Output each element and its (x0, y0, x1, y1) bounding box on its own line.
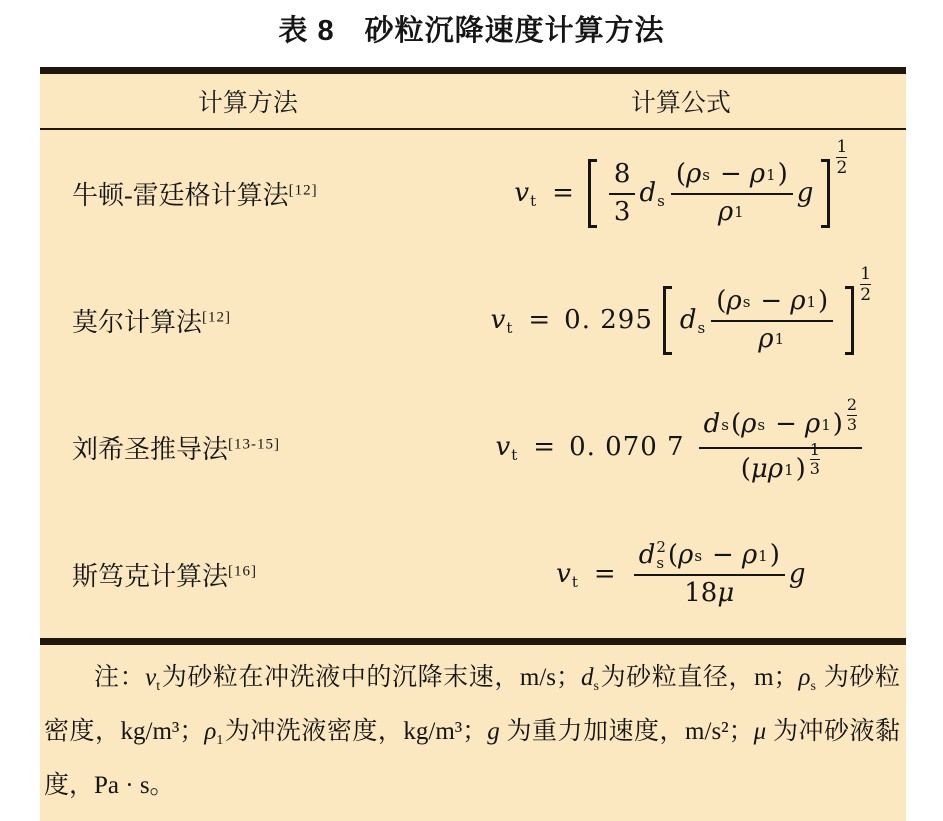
citation-ref: [16] (228, 563, 258, 580)
citation-ref: [13-15] (228, 436, 281, 453)
note-segment: 为砂粒在冲洗液中的沉降末速，m/s； (161, 664, 582, 691)
formula-stokes (556, 539, 805, 610)
table-body (40, 130, 906, 638)
numerator: ( ρ s − ρ 1 ) (675, 158, 788, 189)
method-cell-stokes (40, 556, 456, 593)
bracketed-expression (588, 156, 831, 232)
variable-ds: $d_s$ (639, 177, 665, 210)
table-row (40, 384, 906, 511)
denominator: 18 μ (684, 578, 735, 609)
fraction-bar (671, 193, 793, 195)
note-segment: 为冲砂液黏度，Pa · s。 (44, 718, 900, 799)
top-rule (40, 67, 906, 74)
note-segment: 为冲洗液密度，kg/m³； (224, 718, 488, 745)
table-row (40, 257, 906, 384)
fraction-density-ratio (671, 159, 793, 229)
exponent-one-third: 1 3 (809, 439, 820, 479)
formula-liu-xisheng (495, 394, 867, 489)
formula-cell (456, 136, 906, 232)
variable-vt: $v_t$ (495, 431, 518, 464)
note-segment: 为砂粒密度，kg/m³； (44, 664, 900, 745)
numerator: ( ρ s − ρ 1 ) (716, 285, 829, 316)
bracketed-expression (663, 283, 854, 359)
table-footnote (40, 645, 906, 821)
left-bracket (663, 286, 672, 356)
method-name: 刘希圣推导法 (72, 435, 229, 464)
header-formula-column: 计算公式 (630, 90, 731, 117)
fraction-bar (609, 193, 636, 195)
note-segment: 为重力加速度，m/s²； (499, 718, 754, 745)
exponent-one-half: 1 2 (836, 136, 848, 179)
main-fraction (699, 394, 863, 489)
right-bracket (821, 159, 830, 229)
variable-vt: $v_t$ (556, 558, 578, 591)
method-cell-newton-rittinger (40, 175, 456, 212)
exponent-one-half: 1 2 (860, 263, 872, 306)
method-name: 斯笃克计算法 (72, 562, 229, 591)
method-name: 牛顿-雷廷格计算法 (72, 181, 289, 210)
method-cell-liu-xisheng (40, 429, 456, 466)
equals-sign: = (552, 177, 574, 208)
method-cell-moore (40, 302, 456, 339)
formula-newton-rittinger (514, 136, 848, 232)
fraction-bar (711, 320, 833, 322)
variable-ds: $d_s$ (679, 304, 706, 337)
citation-ref: [12] (202, 309, 232, 326)
variable-vt: $v_t$ (514, 177, 537, 210)
numerator: d 2 s ( ρ s − ρ 1 ) (638, 537, 780, 572)
numerator: d s ( ρ s − ρ 1 ) 2 3 (703, 394, 858, 440)
coefficient: 0. 295 (564, 304, 653, 335)
method-name: 莫尔计算法 (72, 308, 203, 337)
note-segment: 为砂粒直径，m； (600, 664, 799, 691)
equals-sign: = (528, 304, 551, 335)
fraction-bar (699, 447, 863, 449)
table-row (40, 130, 906, 257)
equals-sign: = (593, 558, 616, 589)
note-label: 注： (94, 664, 146, 691)
formula-moore (490, 263, 872, 359)
denominator: ( μ ρ 1 ) 1 3 (740, 439, 820, 484)
squared-sub-s: 2 s (656, 537, 666, 572)
table-caption: 表 8 砂粒沉降速度计算方法 (278, 15, 665, 47)
equals-sign: = (533, 431, 556, 462)
variable-g: g (796, 177, 814, 208)
formula-cell (456, 394, 906, 489)
fraction-density-ratio (711, 286, 833, 356)
table-8 (40, 67, 906, 821)
exponent-two-thirds: 2 3 (846, 394, 858, 434)
citation-ref: [12] (288, 182, 318, 199)
denominator: ρ 1 (717, 196, 744, 227)
formula-cell (456, 263, 906, 359)
denominator: ρ 1 (758, 323, 785, 354)
fraction-8-3: $\frac{8}{3}$ (609, 159, 636, 229)
fraction-bar (634, 574, 785, 576)
table-row (40, 511, 906, 638)
variable-vt: $v_t$ (490, 304, 513, 337)
right-bracket (845, 286, 854, 356)
main-fraction (634, 539, 785, 610)
header-method-column: 计算方法 (197, 90, 298, 117)
footnote-text: 注：$v_t$为砂粒在冲洗液中的沉降末速，m/s；$d_s$为砂粒直径，m；$\rho_s$ 为砂粒密度，kg/m³；$\rho_1$为冲洗液密度，kg/m³；g 为重力加速度，m/s²；μ 为冲砂液黏度，Pa · s。 (44, 664, 900, 799)
variable-g: g (788, 558, 806, 589)
coefficient: 0. 070 7 (569, 431, 685, 462)
body-bottom-rule (40, 638, 906, 645)
formula-cell (456, 539, 906, 610)
left-bracket (588, 159, 597, 229)
table-header-row (40, 74, 906, 128)
